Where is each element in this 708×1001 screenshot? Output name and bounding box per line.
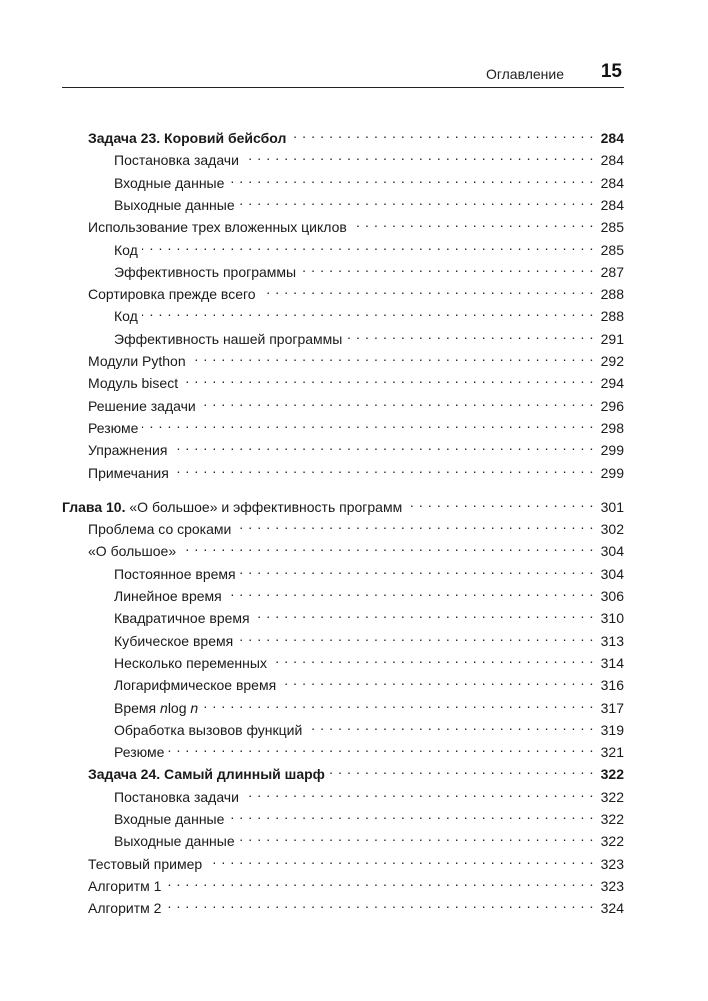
toc-entry [114,168,624,191]
toc-entry [88,346,624,369]
dot-leader [346,324,594,344]
toc-entry-title: Алгоритм 1 [88,877,162,894]
toc-entry [114,603,624,627]
dot-leader [260,279,594,299]
toc-entry [88,279,624,303]
dot-leader [173,458,594,478]
dot-leader [180,536,594,556]
dot-leader [202,693,594,713]
toc-page-number: 314 [600,654,624,671]
toc-entry [114,235,624,258]
toc-page-number: 322 [600,788,624,805]
toc-page-number: 284 [600,196,624,213]
toc-entry [88,514,624,538]
toc-entry-title: Квадратичное время [114,610,250,627]
toc-entry [88,123,624,146]
dot-leader [351,212,594,232]
toc-page-number: 304 [600,565,624,582]
toc-page-number: 284 [600,152,624,169]
toc-entry [114,559,624,582]
toc-page-number: 285 [600,219,624,236]
toc-entry-title: Выходные данные [114,196,235,213]
toc-entry [88,759,624,783]
toc-entry-title: «О большое» [88,543,177,560]
toc-page-number: 301 [600,498,624,515]
toc-page-number: 324 [600,900,624,917]
dot-leader [165,893,594,913]
toc-entry-title: Резюме [88,419,139,436]
header-rule [62,87,624,88]
toc-entry-title: Код [114,308,138,325]
toc-entry [114,737,624,761]
toc-entry [88,849,624,872]
toc-entry-title: Решение задачи [88,397,196,414]
toc-chapter-entry [62,492,624,515]
toc-entry-title: Модули Python [88,353,186,369]
toc-entry-title: Несколько переменных [114,654,267,671]
toc-page-number: 322 [600,833,624,850]
toc-entry-title: Резюме [114,744,165,761]
toc-entry [114,715,624,738]
toc-entry-title: Задача 23. Коровий бейсбол [88,130,287,146]
toc-page-number: 310 [600,610,624,627]
toc-entry-title: Входные данные [114,811,225,827]
toc-page-number: 321 [600,744,624,761]
toc-page-number: 284 [600,174,624,191]
toc-entry [114,626,624,649]
toc-entry-title: Постановка задачи [114,152,239,169]
dot-leader [200,391,594,411]
dot-leader [171,435,594,455]
dot-leader [329,759,594,779]
toc-entry [88,212,624,236]
dot-leader [237,626,594,646]
dot-leader [226,581,594,601]
toc-entry-title: Код [114,241,138,258]
toc-page-number: 299 [600,464,624,481]
toc-entry-title: Сортировка прежде всего [88,286,256,303]
toc-entry [114,581,624,604]
toc-page-number: 316 [600,677,624,694]
toc-page-number: 302 [600,521,624,538]
toc-page-number: 323 [600,877,624,894]
toc-entry [114,782,624,805]
toc-page-number: 296 [600,397,624,414]
toc-entry-title: Обработка вызовов функций [114,721,303,738]
toc-entry [114,670,624,694]
dot-leader [406,492,594,512]
toc-page-number: 304 [600,543,624,560]
toc-page-number: 322 [600,766,624,783]
toc-entry-title: Кубическое время [114,632,234,649]
toc-page-number: 317 [600,699,624,716]
toc-entry-title: Постановка задачи [114,788,239,805]
toc-entry [114,826,624,850]
dot-leader [142,413,594,433]
toc-entry [88,458,624,481]
toc-page-number: 288 [600,286,624,303]
toc-page-number: 313 [600,632,624,649]
dot-leader [168,737,594,757]
toc-entry-title: Модуль bisect [88,375,179,392]
toc-entry-title: Примечания [88,464,169,481]
toc-entry-title: Постоянное время [114,565,236,582]
toc-entry-title: Эффективность нашей программы [114,330,343,347]
toc-page-number: 288 [600,308,624,325]
toc-page-number: 287 [600,263,624,280]
toc-entry [88,413,624,436]
dot-leader [254,603,594,623]
toc-page-number: 298 [600,419,624,436]
toc-entry-title: Входные данные [114,174,225,191]
toc-entry-title: Проблема со сроками [88,521,232,538]
toc-entry-title: Эффективность программы [114,263,297,280]
toc-page-number: 299 [600,442,624,459]
toc-entry [114,190,624,213]
dot-leader [290,123,594,143]
toc-entry [88,871,624,894]
dot-leader [182,368,594,388]
toc-entry-title: Выходные данные [114,833,235,850]
toc-entry [114,804,624,827]
dot-leader [243,145,594,165]
toc-page-number: 306 [600,588,624,604]
dot-leader [190,346,594,366]
toc-page-number: 285 [600,241,624,258]
toc-entry-title: Алгоритм 2 [88,900,162,917]
dot-leader [228,804,594,824]
toc-page-number: 322 [600,811,624,827]
toc-entry [88,435,624,459]
dot-leader [240,559,594,579]
dot-leader [306,715,594,735]
toc-entry-title: Задача 24. Самый длинный шарф [88,766,325,783]
toc-entry-title: Линейное время [114,588,222,604]
toc-entry [88,893,624,917]
toc-page-number: 319 [600,721,624,738]
dot-leader [165,871,594,891]
toc-entry [114,324,624,347]
dot-leader [206,849,594,869]
dot-leader [228,168,594,188]
toc-page-number: 284 [600,130,624,146]
toc-page-number: 292 [600,353,624,369]
toc-entry [114,145,624,169]
toc-entry-title: Время nlog n [114,699,199,716]
dot-leader [239,190,594,210]
toc-page-number: 294 [600,375,624,392]
toc-entry [114,257,624,280]
dot-leader [235,514,594,534]
dot-leader [142,301,594,321]
running-head-title: Оглавление [485,66,564,82]
dot-leader [271,648,594,668]
toc-entry [88,536,624,560]
toc-entry-title: Логарифмическое время [114,677,277,694]
toc-entry [114,693,624,716]
toc-page-number: 323 [600,855,624,872]
toc-entry-title: Упражнения [88,442,168,459]
chapter-number: Глава 10. [62,498,126,515]
toc-page-number: 291 [600,330,624,347]
dot-leader [142,235,594,255]
toc-entry-title: Использование трех вложенных циклов [88,219,347,236]
dot-leader [243,782,594,802]
dot-leader [300,257,594,277]
dot-leader [280,670,594,690]
toc-entry [88,391,624,414]
page-number: 15 [600,61,622,82]
toc-entry [88,368,624,392]
toc-entry [114,648,624,671]
toc-entry-title: Тестовый пример [88,855,203,872]
running-head [62,58,624,88]
dot-leader [239,826,594,846]
toc-entry [114,301,624,325]
chapter-title: «О большое» и эффективность программ [125,498,403,515]
